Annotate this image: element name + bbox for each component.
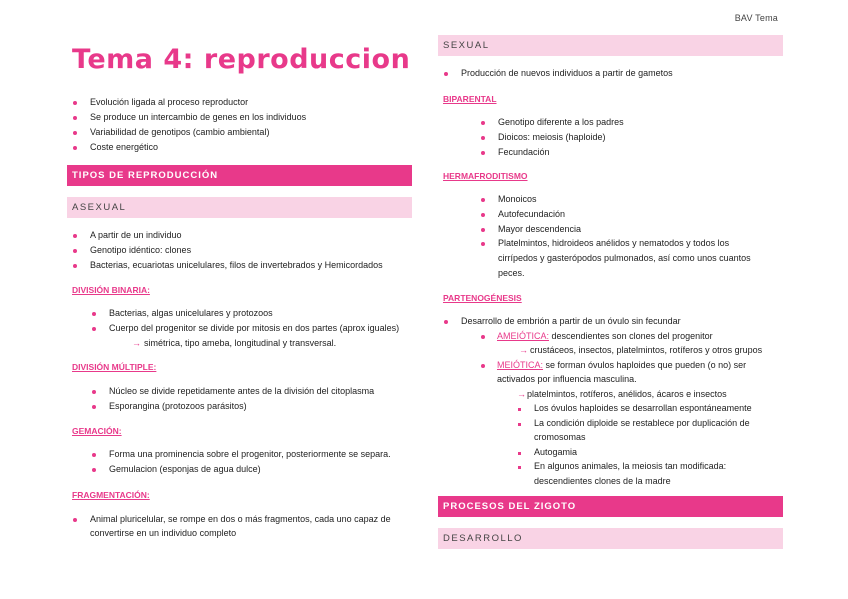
list-item-continuation: activados por influencia masculina.: [497, 374, 637, 384]
list-item: Producción de nuevos individuos a partir de gametos: [461, 68, 673, 78]
bullet-icon: [481, 335, 485, 339]
bullet-icon: [481, 198, 485, 202]
bullet-icon: [73, 249, 77, 253]
bullet-icon: [73, 234, 77, 238]
list-item: Cuerpo del progenitor se divide por mitosis en dos partes (aprox iguales): [109, 323, 400, 333]
list-item: Los óvulos haploides se desarrollan espontáneamente: [534, 403, 752, 413]
list-item: [497, 360, 746, 370]
list-item: Autogamia: [534, 446, 578, 457]
bullet-icon: [481, 242, 485, 246]
list-item: Esporangina (protozoos parásitos): [109, 401, 247, 411]
list-item-continuation: descendientes clones de la madre: [534, 475, 671, 486]
bullet-icon: [92, 405, 96, 409]
list-item-continuation: peces.: [498, 267, 525, 278]
list-item: Animal pluricelular, se rompe en dos o más fragmentos, cada uno capaz de: [90, 514, 391, 524]
list-item: Genotipo diferente a los padres: [498, 117, 624, 127]
list-item: Platelmintos, hidroideos anélidos y nematodos y todos los: [498, 238, 730, 249]
subheading-division-multiple: DIVISIÓN MÚLTIPLE:: [72, 362, 157, 372]
list-item: Bacterias, algas unicelulares y protozoos: [109, 308, 273, 318]
list-item: Monoicos: [498, 194, 537, 204]
bullet-icon: [73, 264, 77, 268]
section-heading-sexual: SEXUAL: [438, 35, 783, 56]
list-item-continuation: convertirse en un individuo completo: [90, 528, 237, 538]
subheading-biparental: BIPARENTAL: [443, 94, 497, 104]
list-item: crustáceos, insectos, platelmintos, rotíferos y otros grupos: [530, 345, 763, 355]
list-item: Desarrollo de embrión a partir de un óvulo sin fecundar: [461, 316, 681, 326]
bullet-icon: [73, 131, 77, 135]
list-item: Variabilidad de genotipos (cambio ambiental): [90, 127, 270, 137]
list-item: Dioicos: meiosis (haploide): [498, 132, 606, 142]
header-label: BAV Tema: [734, 13, 778, 23]
section-heading-asexual: ASEXUAL: [67, 197, 412, 218]
bullet-icon: [73, 116, 77, 120]
subheading-division-binaria: DIVISIÓN BINARIA:: [72, 285, 150, 295]
bullet-icon: [92, 468, 96, 472]
subheading-partenogenesis: PARTENOGÉNESIS: [443, 293, 522, 303]
bullet-icon: [444, 72, 448, 76]
square-bullet-icon: [518, 452, 521, 455]
list-item: simétrica, tipo ameba, longitudinal y transversal.: [144, 338, 337, 348]
bullet-icon: [92, 327, 96, 331]
ameiotica-text: descendientes son clones del progenitor: [549, 330, 713, 341]
bullet-icon: [444, 320, 448, 324]
page-title: Tema 4: reproduccion: [72, 44, 411, 75]
bullet-icon: [92, 390, 96, 394]
meiotica-text: se forman óvulos haploides que pueden (o no) ser: [543, 359, 747, 370]
partenogenesis-block: [444, 315, 784, 489]
list-item: La condición diploide se restablece por duplicación de: [534, 417, 750, 428]
bullet-icon: [481, 136, 485, 140]
bullet-icon: [92, 312, 96, 316]
bullet-icon: [481, 213, 485, 217]
bullet-icon: [481, 121, 485, 125]
list-item: Genotipo idéntico: clones: [90, 245, 192, 255]
list-item: A partir de un individuo: [90, 230, 182, 240]
list-item: Núcleo se divide repetidamente antes de la división del citoplasma: [109, 386, 375, 396]
subheading-gemacion: GEMACIÓN:: [72, 426, 122, 436]
arrow-icon: →: [132, 338, 141, 348]
list-item: Coste energético: [90, 142, 159, 152]
list-item: [497, 331, 713, 341]
list-item: Autofecundación: [498, 208, 566, 219]
list-item: Bacterias, ecuariotas unicelulares, filos de invertebrados y Hemicordados: [90, 260, 383, 270]
ameiotica-label: AMEIÓTICA:: [497, 330, 550, 341]
list-item-continuation: cirrípedos y gasterópodos pulmonados, así como unos cuantos: [498, 253, 751, 264]
bullet-icon: [73, 518, 77, 522]
list-item: platelmintos, rotíferos, anélidos, ácaros e insectos: [527, 388, 727, 399]
bullet-icon: [92, 453, 96, 457]
list-item: Se produce un intercambio de genes en los individuos: [90, 112, 307, 122]
square-bullet-icon: [518, 423, 521, 426]
list-item: En algunos animales, la meiosis tan modificada:: [534, 461, 727, 471]
subheading-fragmentacion: FRAGMENTACIÓN:: [72, 490, 150, 500]
bullet-icon: [73, 101, 77, 105]
arrow-icon: →: [519, 345, 528, 355]
section-heading-tipos: TIPOS DE REPRODUCCIÓN: [67, 165, 412, 186]
square-bullet-icon: [518, 408, 521, 411]
section-heading-desarrollo: DESARROLLO: [438, 528, 783, 549]
bullet-icon: [481, 151, 485, 155]
list-item: Evolución ligada al proceso reproductor: [90, 97, 249, 107]
bullet-icon: [481, 228, 485, 232]
subheading-hermafroditismo: HERMAFRODITISMO: [443, 171, 528, 181]
list-item: Fecundación: [498, 147, 550, 157]
list-item: Forma una prominencia sobre el progenitor, posteriormente se separa.: [109, 449, 391, 459]
list-item: Mayor descendencia: [498, 223, 582, 234]
list-item: Gemulacion (esponjas de agua dulce): [109, 464, 261, 474]
arrow-icon: →: [517, 388, 526, 399]
meiotica-label: MEIÓTICA:: [497, 359, 544, 370]
section-heading-zigoto: PROCESOS DEL ZIGOTO: [438, 496, 783, 517]
square-bullet-icon: [518, 466, 521, 469]
bullet-icon: [73, 146, 77, 150]
list-item-continuation: cromosomas: [534, 432, 586, 442]
bullet-icon: [481, 364, 485, 368]
